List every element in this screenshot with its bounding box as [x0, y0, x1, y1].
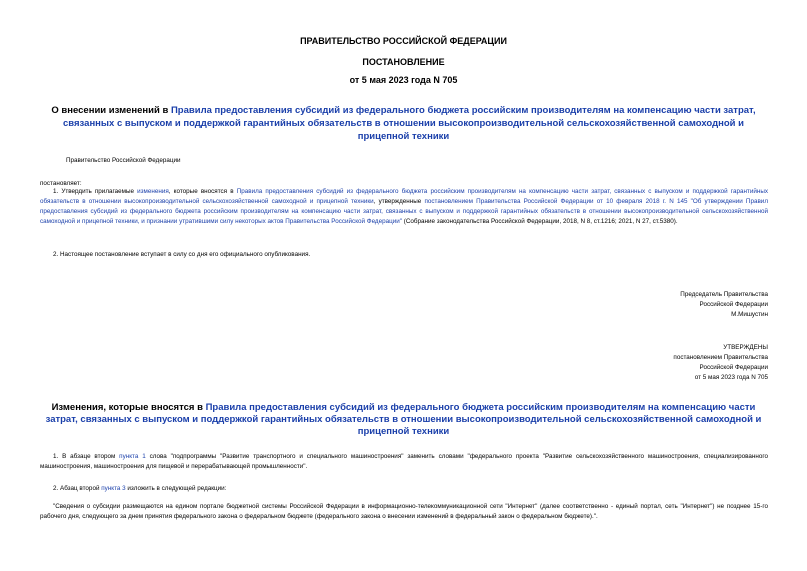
resolves-line: постановляет: — [40, 180, 82, 187]
approved-block — [673, 343, 768, 383]
rules-link[interactable]: Правила предоставления субсидий из федерального бюджета российским производителям на компенсацию части затрат, связанных с выпуском и поддержкой гарантийных обязательств в отношении высокопроизводительной сельскохозяйственной самоходной и прицепной техники — [40, 188, 769, 205]
approved-organization: Российской Федерации — [699, 364, 768, 371]
p1-text-c: , утвержденные — [373, 198, 425, 205]
resolution-145-link[interactable]: постановлением Правительства Российской Федерации от 10 февраля 2018 г. N 145 "Об утверждении Правил предоставления субсидий из федерального бюджета российским производителям на компенсацию части затрат, связанных с выпуском и поддержкой гарантийных обязательств в отношении высокопроизводительной сельскохозяйственной самоходной и прицепной техники, и признании утратившими силу некоторых актов Правительства Российской Федерации" — [40, 198, 769, 225]
point-3-link[interactable]: пункта 3 — [101, 485, 126, 492]
p1-text-b: , которые вносятся в — [168, 188, 237, 195]
signature-organization: Российской Федерации — [699, 301, 768, 308]
approved-by: постановлением Правительства — [673, 354, 768, 361]
change-2-text-b: изложить в следующей редакции: — [125, 485, 227, 492]
approved-heading: УТВЕРЖДЕНЫ — [723, 344, 768, 351]
change-2-text-a: 2. Абзац второй — [53, 485, 102, 492]
p1-text-a: 1. Утвердить прилагаемые — [53, 188, 138, 195]
document-title — [40, 104, 767, 143]
government-header: ПРАВИТЕЛЬСТВО РОССИЙСКОЙ ФЕДЕРАЦИИ — [300, 36, 507, 46]
signature-position: Председатель Правительства — [680, 291, 768, 298]
change-1 — [40, 452, 768, 472]
change-1-text-a: 1. В абзаце втором — [53, 453, 120, 460]
change-2 — [53, 484, 226, 494]
title-prefix: О внесении изменений в — [51, 105, 171, 116]
p1-text-d: (Собрание законодательства Российской Федерации, 2018, N 8, ст.1216; 2021, N 27, ст.5380). — [402, 218, 678, 225]
changes-title-prefix: Изменения, которые вносятся в — [51, 402, 206, 413]
change-1-text-b: слова "подпрограммы "Развитие транспортного и специального машиностроения" заменить словами "федерального проекта "Развитие сельскохозяйственного машиностроения, специализированного машиностроения, машиностроения для пищевой и перерабатывающей промышленности". — [40, 453, 768, 470]
changes-link[interactable]: изменения — [137, 188, 169, 195]
paragraph-2: 2. Настоящее постановление вступает в силу со дня его официального опубликования. — [53, 251, 311, 258]
title-rules-link[interactable]: Правила предоставления субсидий из федерального бюджета российским производителям на компенсацию части затрат, связанных с выпуском и поддержкой гарантийных обязательств в отношении высокопроизводительной сельскохозяйственной самоходной и прицепной техники — [63, 105, 756, 142]
paragraph-1 — [40, 187, 768, 227]
changes-title-rules-link[interactable]: Правила предоставления субсидий из федерального бюджета российским производителям на компенсацию части затрат, связанных с выпуском и поддержкой гарантийных обязательств в отношении высокопроизводительной сельскохозяйственной самоходной и прицепной техники — [45, 402, 762, 437]
government-line: Правительство Российской Федерации — [66, 157, 181, 164]
document-type: ПОСТАНОВЛЕНИЕ — [362, 57, 445, 67]
change-2-quote: "Сведения о субсидии размещаются на едином портале бюджетной системы Российской Федерации в информационно-телекоммуникационной сети "Интернет" (далее соответственно - единый портал, сеть "Интернет") не позднее 15-го рабочего дня, следующего за днем принятия федерального закона о федеральном бюджете (федерального закона о внесении изменений в федеральный закон о федеральном бюджете).". — [40, 503, 768, 520]
changes-title — [40, 402, 767, 438]
signature-block — [680, 290, 768, 320]
document-date-number: от 5 мая 2023 года N 705 — [349, 75, 458, 85]
signature-name: М.Мишустин — [731, 311, 768, 318]
point-1-link[interactable]: пункта 1 — [119, 453, 146, 460]
approved-date: от 5 мая 2023 года N 705 — [694, 374, 768, 381]
